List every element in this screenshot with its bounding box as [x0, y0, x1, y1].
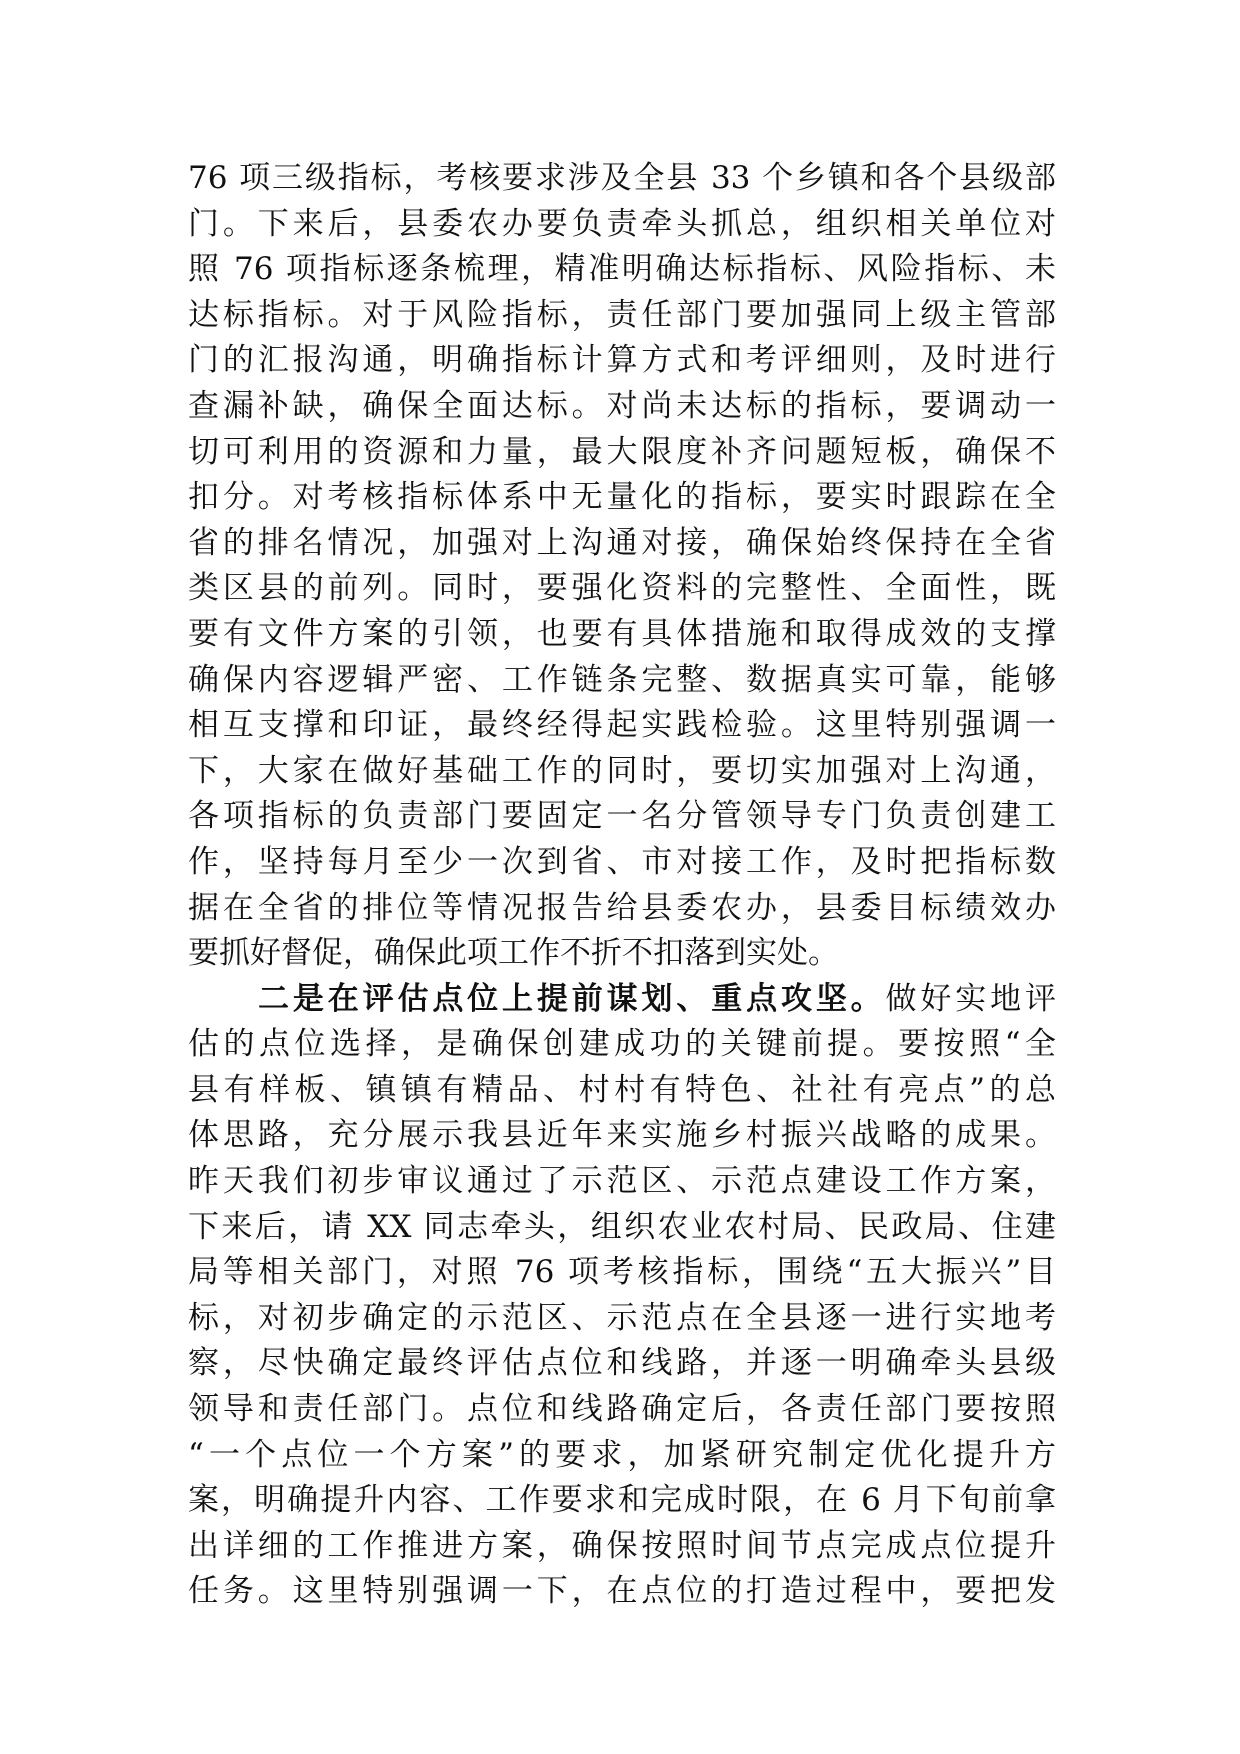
text-line: 相互支撑和印证，最终经得起实践检验。这里特别强调一: [188, 707, 1056, 744]
text-line: 局等相关部门，对照 76 项考核指标，围绕“五大振兴”目: [188, 1254, 1056, 1291]
text-line: 估的点位选择，是确保创建成功的关键前提。要按照“全: [188, 1026, 1056, 1063]
text-line: 标，对初步确定的示范区、示范点在全县逐一进行实地考: [188, 1299, 1056, 1336]
text-line: 体思路，充分展示我县近年来实施乡村振兴战略的成果。: [188, 1117, 1056, 1154]
text-line: 省的排名情况，加强对上沟通对接，确保始终保持在全省: [188, 524, 1056, 561]
text-line: 查漏补缺，确保全面达标。对尚未达标的指标，要调动一: [188, 387, 1056, 424]
text-line: 照 76 项指标逐条梳理，精准明确达标指标、风险指标、未: [188, 251, 1056, 288]
text-line: 下来后，请 XX 同志牵头，组织农业农村局、民政局、住建: [188, 1208, 1056, 1245]
text-line: 各项指标的负责部门要固定一名分管领导专门负责创建工: [188, 798, 1056, 835]
paragraph-heading-line: [188, 977, 1056, 1023]
text-line: 据在全省的排位等情况报告给县委农办，县委目标绩效办: [188, 889, 1056, 926]
text-line: 确保内容逻辑严密、工作链条完整、数据真实可靠，能够: [188, 661, 1056, 698]
text-line: 要抓好督促，确保此项工作不折不扣落到实处。: [188, 935, 839, 972]
text-line: 类区县的前列。同时，要强化资料的完整性、全面性，既: [188, 570, 1056, 607]
text-line: 领导和责任部门。点位和线路确定后，各责任部门要按照: [188, 1391, 1056, 1428]
text-line: 任务。这里特别强调一下，在点位的打造过程中，要把发: [188, 1573, 1056, 1610]
text-line: 要有文件方案的引领，也要有具体措施和取得成效的支撑: [188, 615, 1056, 652]
text-line: 门。下来后，县委农办要负责牵头抓总，组织相关单位对: [188, 205, 1056, 242]
text-line: 作，坚持每月至少一次到省、市对接工作，及时把指标数: [188, 843, 1056, 880]
text-line: 达标指标。对于风险指标，责任部门要加强同上级主管部: [188, 296, 1056, 333]
text-line: 切可利用的资源和力量，最大限度补齐问题短板，确保不: [188, 433, 1056, 470]
body-text: [188, 156, 1056, 1615]
text-line: 门的汇报沟通，明确指标计算方式和考评细则，及时进行: [188, 342, 1056, 379]
text-line: 察，尽快确定最终评估点位和线路，并逐一明确牵头县级: [188, 1345, 1056, 1382]
text-line: 出详细的工作推进方案，确保按照时间节点完成点位提升: [188, 1527, 1056, 1564]
text-line: “一个点位一个方案”的要求，加紧研究制定优化提升方: [188, 1436, 1056, 1473]
text-line: 案，明确提升内容、工作要求和完成时限，在 6 月下旬前拿: [188, 1482, 1056, 1519]
text-line: 76 项三级指标，考核要求涉及全县 33 个乡镇和各个县级部: [188, 160, 1056, 196]
text-line: 下，大家在做好基础工作的同时，要切实加强对上沟通，: [188, 752, 1056, 789]
text-line: 扣分。对考核指标体系中无量化的指标，要实时跟踪在全: [188, 479, 1056, 516]
text-line: 昨天我们初步审议通过了示范区、示范点建设工作方案，: [188, 1163, 1056, 1200]
section-heading: 二是在评估点位上提前谋划、重点攻坚。: [258, 980, 886, 1017]
heading-line-rest: 做好实地评: [885, 980, 1056, 1017]
text-line: 县有样板、镇镇有精品、村村有特色、社社有亮点”的总: [188, 1071, 1056, 1108]
